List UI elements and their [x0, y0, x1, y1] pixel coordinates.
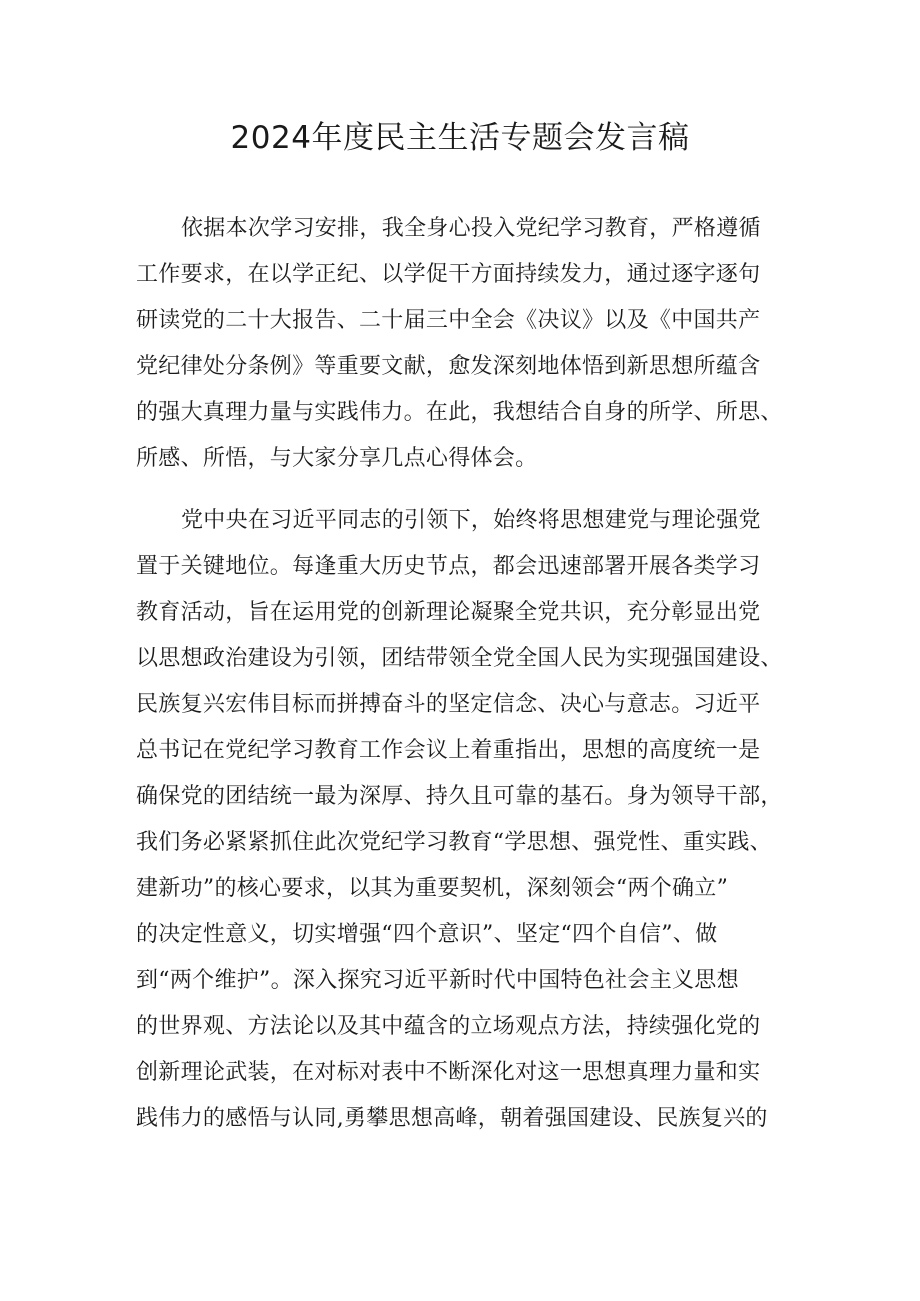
paragraph-line: 研读党的二十大报告、二十届三中全会《决议》以及《中国共产	[136, 308, 761, 333]
paragraph-line: 置于关键地位。每逢重大历史节点，都会迅速部署开展各类学习	[136, 554, 761, 579]
paragraph-line: 的强大真理力量与实践伟力。在此，我想结合自身的所学、所思、	[136, 400, 783, 425]
paragraph-line: 的世界观、方法论以及其中蕴含的立场观点方法，持续强化党的	[136, 1014, 761, 1039]
paragraph-line: 践伟力的感悟与认同,勇攀思想高峰，朝着强国建设、民族复兴的	[136, 1106, 768, 1131]
paragraph-line: 总书记在党纪学习教育工作会议上着重指出，思想的高度统一是	[136, 738, 761, 763]
paragraph-line: 所感、所悟，与大家分享几点心得体会。	[136, 446, 538, 471]
paragraph-line: 党纪律处分条例》等重要文献，愈发深刻地体悟到新思想所蕴含	[136, 354, 761, 379]
paragraph-line: 创新理论武装，在对标对表中不断深化对这一思想真理力量和实	[136, 1060, 761, 1085]
paragraph-line: 工作要求，在以学正纪、以学促干方面持续发力，通过逐字逐句	[136, 262, 761, 287]
paragraph-line: 建新功”的核心要求，以其为重要契机，深刻领会“两个确立”	[136, 876, 729, 901]
paragraph-line: 到“两个维护”。深入探究习近平新时代中国特色社会主义思想	[136, 968, 739, 993]
paragraph-line: 以思想政治建设为引领，团结带领全党全国人民为实现强国建设、	[136, 646, 783, 671]
paragraph-line: 教育活动，旨在运用党的创新理论凝聚全党共识，充分彰显出党	[136, 600, 761, 625]
paragraph-line: 党中央在习近平同志的引领下，始终将思想建党与理论强党	[181, 508, 761, 533]
paragraph-line: 确保党的团结统一最为深厚、持久且可靠的基石。身为领导干部，	[136, 784, 783, 809]
paragraph-line: 民族复兴宏伟目标而拼搏奋斗的坚定信念、决心与意志。习近平	[136, 692, 761, 717]
paragraph-line: 我们务必紧紧抓住此次党纪学习教育“学思想、强党性、重实践、	[136, 830, 772, 855]
document-title: 2024年度民主生活专题会发言稿	[230, 120, 690, 156]
paragraph-line: 依据本次学习安排，我全身心投入党纪学习教育，严格遵循	[181, 216, 761, 241]
paragraph-line: 的决定性意义，切实增强“四个意识”、坚定“四个自信”、做	[136, 922, 718, 947]
